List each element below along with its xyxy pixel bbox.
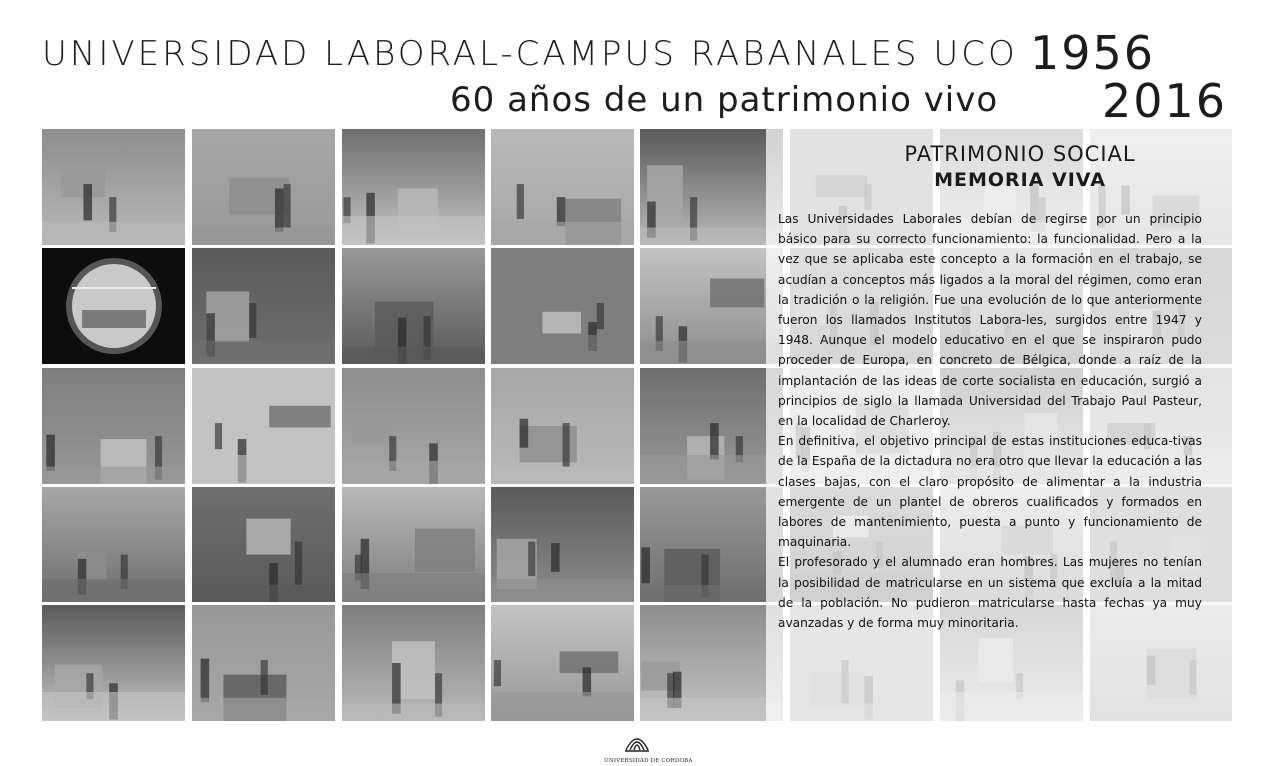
poster-subtitle: 60 años de un patrimonio vivo	[450, 80, 999, 120]
photo-tile	[192, 605, 335, 721]
university-logo	[604, 726, 693, 764]
photo-tile	[640, 248, 783, 364]
photo-tile	[342, 487, 485, 602]
photo-tile	[192, 487, 335, 602]
photo-tile	[342, 368, 485, 484]
panel-paragraph-3: El profesorado y el alumnado eran hombres. Las mujeres no tenían la posibilidad de matricularse en un sistema que excluía a la mitad de la población. No pudieron matricularse hasta fechas ya muy avanzadas y de forma muy minoritaria.	[778, 555, 1202, 631]
photo-tile	[342, 248, 485, 364]
text-panel	[778, 142, 1202, 633]
year-start: 1956	[1030, 26, 1156, 80]
photo-tile	[42, 129, 185, 245]
panel-subtitle: MEMORIA VIVA	[934, 169, 1106, 191]
photo-tile	[42, 605, 185, 721]
photo-tile	[42, 368, 185, 484]
panel-paragraph-2: En definitiva, el objetivo principal de estas instituciones educa-tivas de la España de la dictadura no era otro que llevar la educación a las clases bajas, con el claro propósito de alimentar a la industria emergente de un plantel de obreros cualificados y formados en labores de mantenimiento, puesta a punto y funcionamiento de maquinaria.	[778, 434, 1202, 550]
year-end: 2016	[1102, 74, 1228, 128]
photo-tile	[491, 487, 634, 602]
photo-tile	[342, 605, 485, 721]
photo-tile	[192, 129, 335, 245]
photo-tile	[192, 248, 335, 364]
porthole-photo-tile	[42, 248, 185, 364]
photo-tile	[640, 487, 783, 602]
photo-tile	[491, 248, 634, 364]
photo-tile	[491, 129, 634, 245]
photo-tile	[640, 368, 783, 484]
photo-tile	[42, 487, 185, 602]
photo-tile	[640, 129, 783, 245]
photo-tile	[491, 605, 634, 721]
photo-tile	[342, 129, 485, 245]
poster-title: UNIVERSIDAD LABORAL-CAMPUS RABANALES UCO	[42, 34, 1018, 74]
photo-tile	[491, 368, 634, 484]
photo-tile	[192, 368, 335, 484]
panel-paragraph-1: Las Universidades Laborales debían de regirse por un principio básico para su correcto funcionamiento: la funcionalidad. Pero a la vez que se aplicaba este concepto a la formación en el trabajo, se acudían a conceptos más ligados a la moral del régimen, como eran la tradición o la religión. Fue una evolución de lo que anteriormente fueron los llamados Institutos Labora-les, surgidos entre 1947 y 1948. Aunque el modelo educativo en el que se inspiraron pudo proceder de Europa, en concreto de Bélgica, donde a raíz de la implantación de las ideas de corte socialista en educación, surgió a principios de siglo la llamada Universidad del Trabajo Paul Pasteur, en la localidad de Charleroy.	[778, 212, 1202, 429]
panel-title: PATRIMONIO SOCIAL	[904, 142, 1136, 166]
university-logo-text: UNIVERSIDAD DE CORDOBA	[604, 758, 693, 764]
university-logo-emblem	[622, 726, 652, 754]
photo-tile	[640, 605, 783, 721]
